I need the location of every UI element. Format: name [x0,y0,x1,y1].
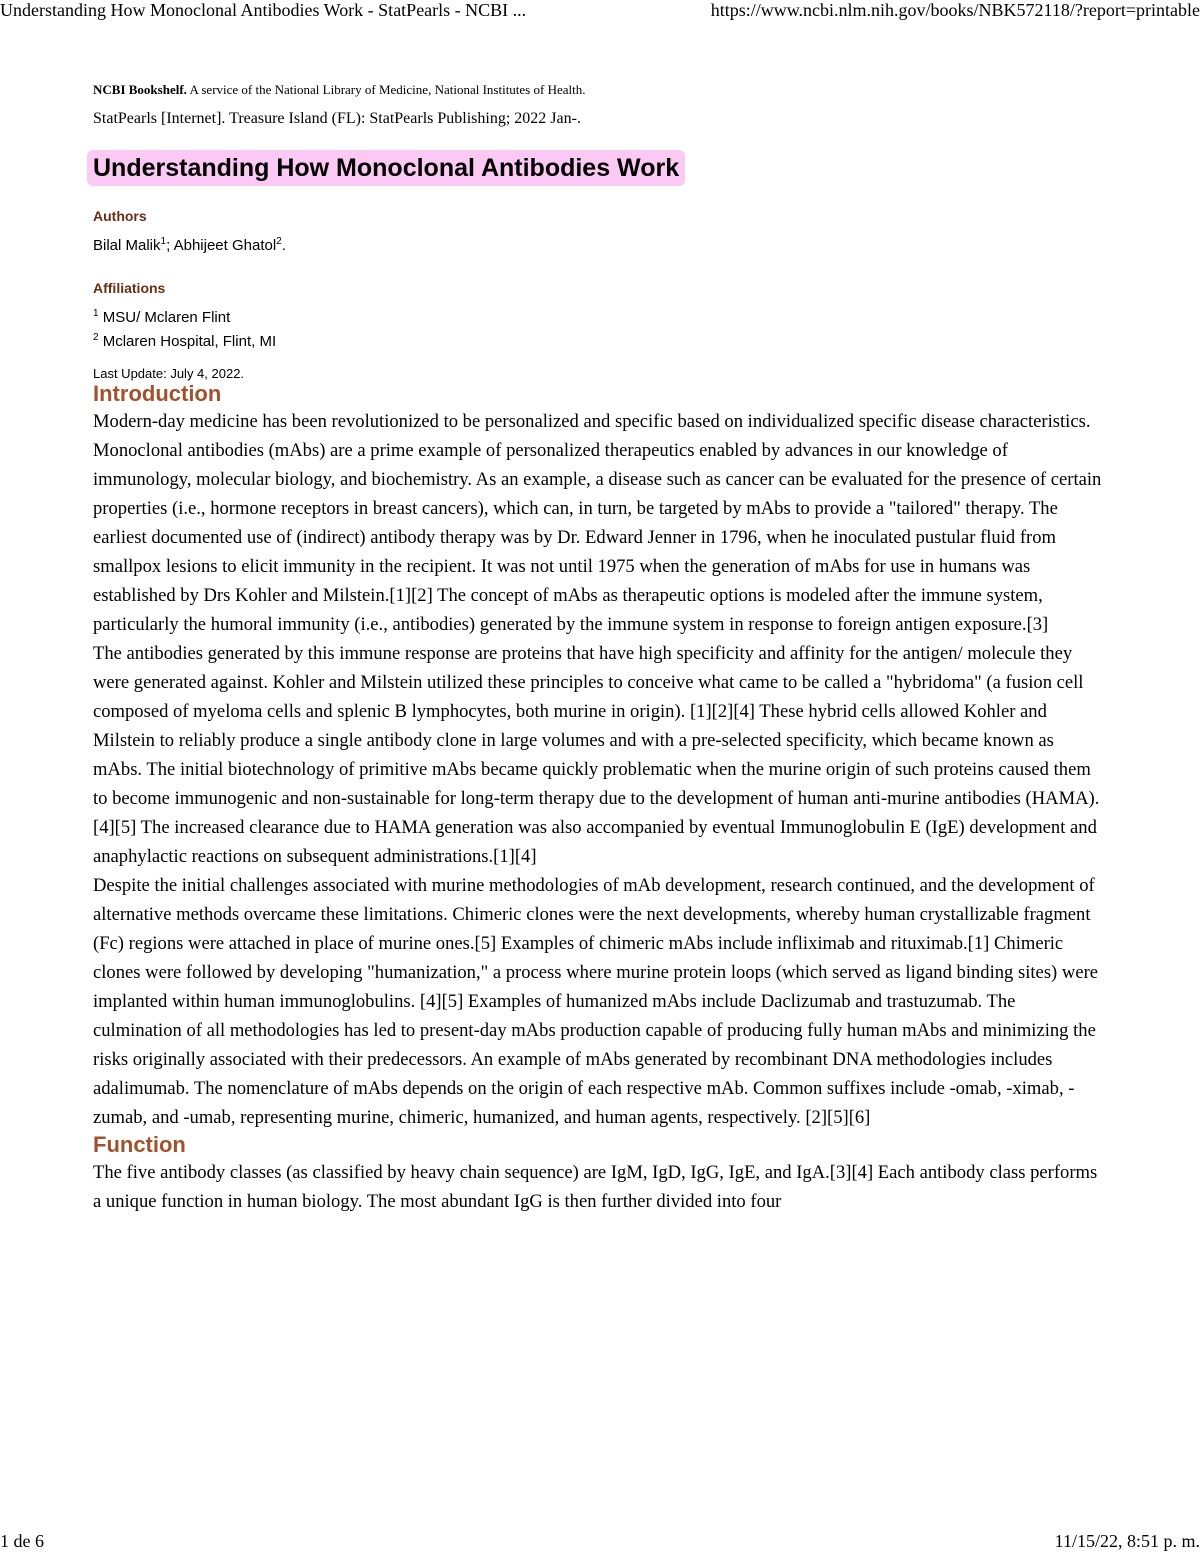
authors-label: Authors [93,208,147,224]
page-title: Understanding How Monoclonal Antibodies Work [87,150,685,186]
affiliation-text: MSU/ Mclaren Flint [98,309,231,326]
affiliation-number: 2 [93,332,99,343]
print-header-title: Understanding How Monoclonal Antibodies Work - StatPearls - NCBI ... [0,0,527,20]
affiliation-number: 1 [93,308,99,319]
author-separator: . [281,237,286,254]
bookshelf-notice [93,80,1103,100]
affiliation-item [93,306,1103,330]
author-name[interactable]: Abhijeet Ghatol [173,237,277,254]
authors-list [93,236,1103,256]
bookshelf-service: A service of the National Library of Medicine, National Institutes of Health. [186,82,586,97]
affiliations-list [93,306,1103,354]
section-heading-introduction: Introduction [93,381,222,406]
citation: StatPearls [Internet]. Treasure Island (FL): StatPearls Publishing; 2022 Jan-. [93,110,581,127]
print-header-url[interactable]: https://www.ncbi.nlm.nih.gov/books/NBK572118/?report=printable [710,0,1200,20]
print-footer [0,1531,1200,1553]
affiliations-label: Affiliations [93,280,166,296]
print-datetime: 11/15/22, 8:51 p. m. [1054,1531,1200,1551]
article-content [93,80,1103,1216]
author-name[interactable]: Bilal Malik [93,237,161,254]
affiliation-item [93,330,1103,354]
page-counter: 1 de 6 [0,1531,44,1551]
bookshelf-name[interactable]: NCBI Bookshelf. [93,82,187,97]
title-wrap [93,150,1103,186]
author-affiliation-ref[interactable]: 2 [276,236,282,247]
paragraph: The antibodies generated by this immune response are proteins that have high specificity and affinity for the antigen/ molecule they were generated against. Kohler and Milstein utilized these principles to conceive what came to be called a "hybridoma" (a fusion cell composed of myeloma cells and splenic B lymphocytes, both murine in origin). [1][2][4] These hybrid cells allowed Kohler and Milstein to reliably produce a single antibody clone in large volumes and with a pre-selected specificity, which became known as mAbs. The initial biotechnology of primitive mAbs became quickly problematic when the murine origin of such proteins caused them to become immunogenic and non-sustainable for long-term therapy due to the development of human anti-murine antibodies (HAMA).[4][5] The increased clearance due to HAMA generation was also accompanied by eventual Immunoglobulin E (IgE) development and anaphylactic reactions on subsequent administrations.[1][4] [93,643,1100,867]
section-heading-function: Function [93,1132,186,1157]
paragraph: Modern-day medicine has been revolutionized to be personalized and specific based on individualized specific disease characteristics. Monoclonal antibodies (mAbs) are a prime example of personalized therapeutics enabled by advances in our knowledge of immunology, molecular biology, and biochemistry. As an example, a disease such as cancer can be evaluated for the presence of certain properties (i.e., hormone receptors in breast cancers), which can, in turn, be targeted by mAbs to provide a "tailored" therapy. The earliest documented use of (indirect) antibody therapy was by Dr. Edward Jenner in 1796, when he inoculated pustular fluid from smallpox lesions to elicit immunity in the recipient. It was not until 1975 when the generation of mAbs for use in humans was established by Drs Kohler and Milstein.[1][2] The concept of mAbs as therapeutic options is modeled after the immune system, particularly the humoral immunity (i.e., antibodies) generated by the immune system in response to foreign antigen exposure.[3] [93,411,1102,635]
author-separator: ; [166,237,174,254]
paragraph: Despite the initial challenges associated with murine methodologies of mAb development, research continued, and the development of alternative methods overcame these limitations. Chimeric clones were the next developments, whereby human crystallizable fragment (Fc) regions were attached in place of murine ones.[5] Examples of chimeric mAbs include infliximab and rituximab.[1] Chimeric clones were followed by developing "humanization," a process where murine protein loops (which served as ligand binding sites) were implanted within human immunoglobulins. [4][5] Examples of humanized mAbs include Daclizumab and trastuzumab. The culmination of all methodologies has led to present-day mAbs production capable of producing fully human mAbs and minimizing the risks originally associated with their predecessors. An example of mAbs generated by recombinant DNA methodologies includes adalimumab. The nomenclature of mAbs depends on the origin of each respective mAb. Common suffixes include -omab, -ximab, -zumab, and -umab, representing murine, chimeric, humanized, and human agents, respectively. [2][5][6] [93,875,1099,1128]
print-header [0,0,1200,22]
affiliation-text: Mclaren Hospital, Flint, MI [98,333,277,350]
last-update: Last Update: July 4, 2022. [93,366,245,381]
paragraph: The five antibody classes (as classified by heavy chain sequence) are IgM, IgD, IgG, IgE, and IgA.[3][4] Each antibody class performs a unique function in human biology. The most abundant IgG is then further divided into four [93,1162,1098,1212]
author-affiliation-ref[interactable]: 1 [160,236,167,247]
